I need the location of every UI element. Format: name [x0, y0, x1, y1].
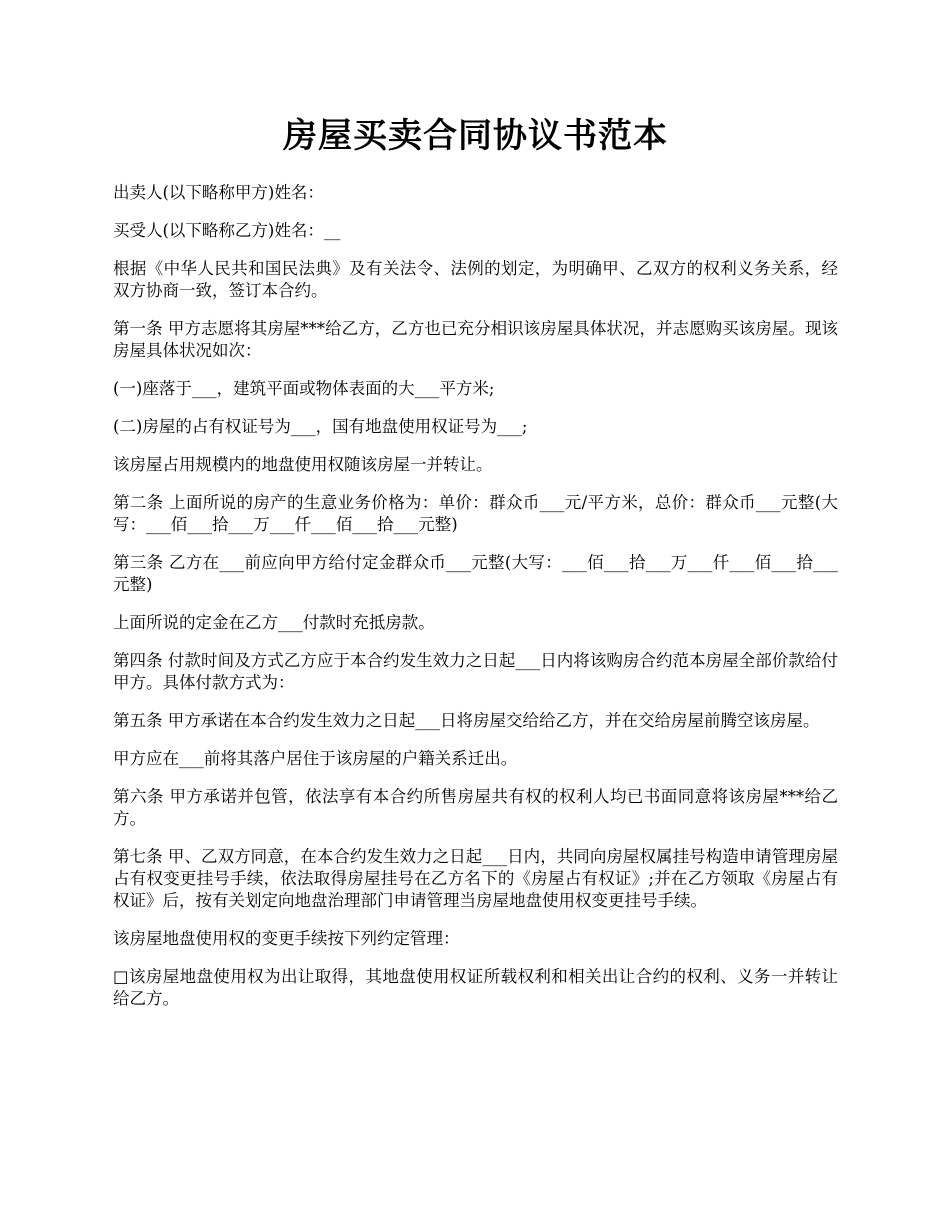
article-1-item-1: (一)座落于___，建筑平面或物体表面的大___平方米;: [113, 379, 495, 398]
article-4-paragraph: 第四条 付款时间及方式乙方应于本合约发生效力之日起___日内将该购房合约范本房屋全部价款给付甲方。具体付款方式为：: [113, 651, 838, 692]
household-registration-paragraph: 甲方应在___前将其落户居住于该房屋的户籍关系迁出。: [113, 749, 518, 768]
document-title: 房屋买卖合同协议书范本: [283, 116, 668, 156]
land-use-transfer-paragraph: 该房屋占用规模内的地盘使用权随该房屋一并转让。: [113, 455, 493, 474]
land-use-change-paragraph: 该房屋地盘使用权的变更手续按下列约定管理：: [113, 929, 460, 948]
article-1-paragraph: 第一条 甲方志愿将其房屋***给乙方，乙方也已充分相识该房屋具体状况，并志愿购买该房屋。现该房屋具体状况如次：: [113, 319, 838, 360]
article-1-item-2: (二)房屋的占有权证号为___，国有地盘使用权证号为___;: [113, 417, 528, 436]
seller-name-line: 出卖人(以下略称甲方)姓名：: [113, 183, 324, 202]
article-6-paragraph: 第六条 甲方承诺并包管，依法享有本合约所售房屋共有权的权利人均已书面同意将该房屋***给乙方。: [113, 787, 838, 828]
article-7-paragraph: 第七条 甲、乙双方同意，在本合约发生效力之日起___日内，共同向房屋权属挂号构造申请管理房屋占有权变更挂号手续，依法取得房屋挂号在乙方名下的《房屋占有权证》;并在乙方领取《房屋占有权证》后，按有关划定向地盘治理部门申请管理当房屋地盘使用权变更挂号手续。: [113, 847, 838, 910]
deposit-offset-paragraph: 上面所说的定金在乙方___付款时充抵房款。: [113, 613, 435, 632]
article-3-paragraph: 第三条 乙方在___前应向甲方给付定金群众币___元整(大写：___佰___拾___万___仟___佰___拾___元整): [113, 553, 838, 594]
article-2-paragraph: 第二条 上面所说的房产的生意业务价格为：单价：群众币___元/平方米，总价：群众币___元整(大写：___佰___拾___万___仟___佰___拾___元整): [113, 493, 838, 534]
land-use-option-paragraph: □该房屋地盘使用权为出让取得，其地盘使用权证所载权利和相关出让合约的权利、义务一并转让给乙方。: [113, 967, 838, 1008]
article-5-paragraph: 第五条 甲方承诺在本合约发生效力之日起___日将房屋交给给乙方，并在交给房屋前腾空该房屋。: [113, 711, 820, 730]
buyer-name-line: 买受人(以下略称乙方)姓名：__: [113, 221, 341, 240]
preamble-paragraph: 根据《中华人民共和国民法典》及有关法令、法例的划定，为明确甲、乙双方的权利义务关系，经双方协商一致，签订本合约。: [113, 259, 838, 300]
